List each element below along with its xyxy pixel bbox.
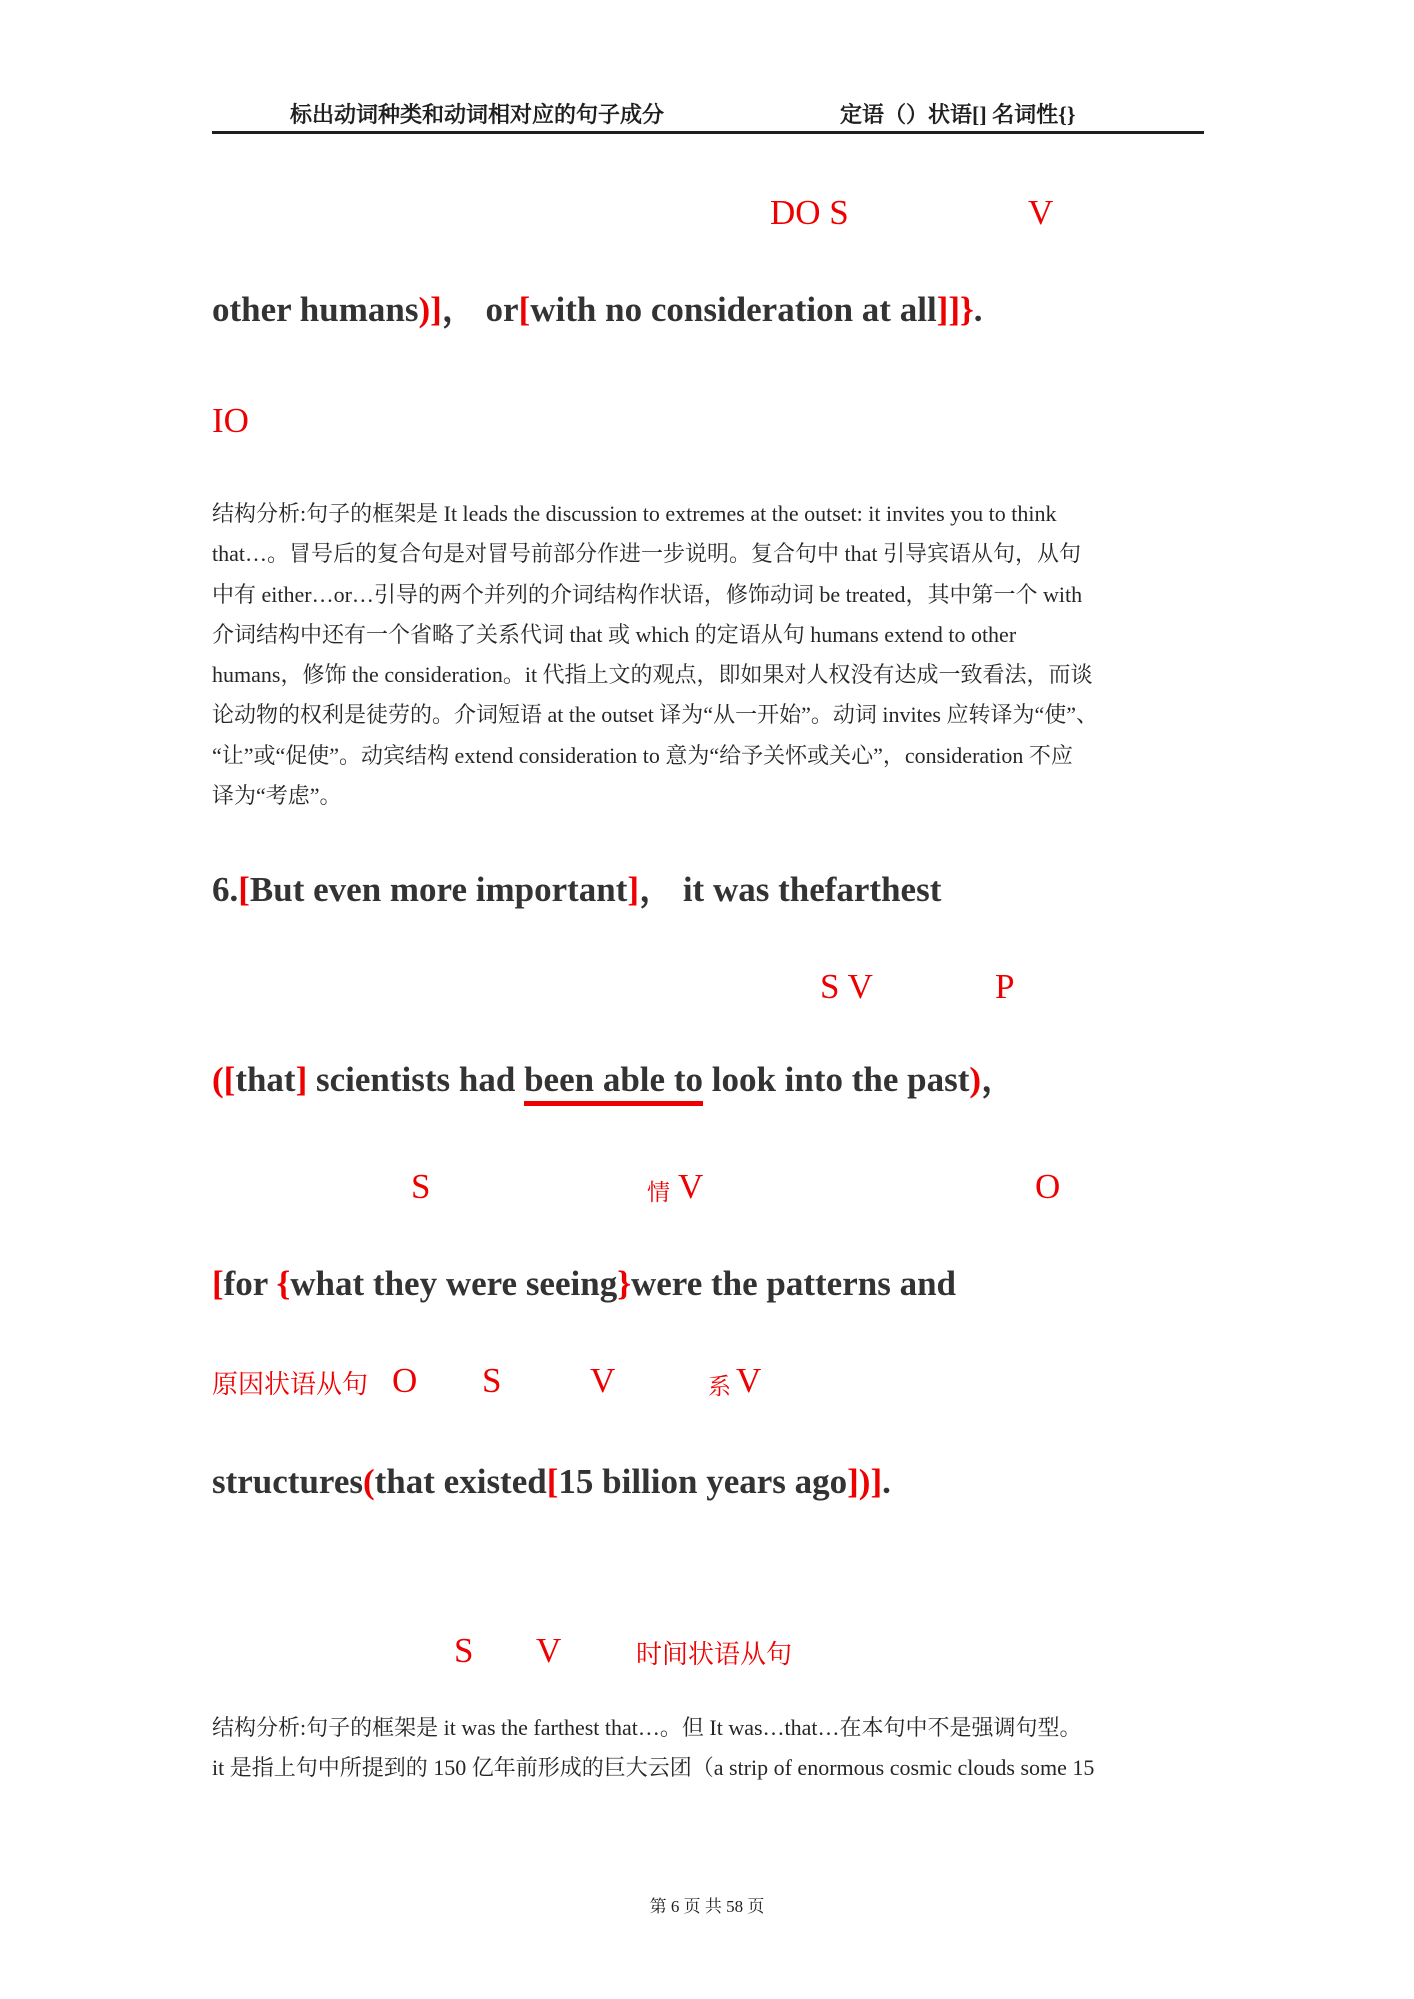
text-segment: that existed	[374, 1462, 547, 1501]
annotation-row-1	[212, 184, 1312, 230]
text-segment: ， it was thefarthest	[639, 870, 942, 909]
analysis-line: 结构分析:句子的框架是 It leads the discussion to extremes at the outset: it invites you to think	[212, 501, 1057, 526]
main-sentence-3	[212, 1260, 1312, 1308]
analysis-line: 论动物的权利是徒劳的。介词短语 at the outset 译为“从一开始”。动词 invites 应转译为“使”、	[212, 702, 1099, 728]
annotation-time-adverbial-clause: 时间状语从句	[636, 1640, 793, 1669]
annotation-row-4	[212, 1352, 1312, 1398]
analysis-paragraph-2	[212, 1708, 1207, 1789]
annotation-row-3	[212, 1158, 1312, 1204]
analysis-line: it 是指上句中所提到的 150 亿年前形成的巨大云团（a strip of enormous cosmic clouds some 15	[212, 1755, 1095, 1781]
analysis-paragraph-1	[212, 494, 1207, 816]
text-segment: ([	[212, 1060, 236, 1099]
annotation-xi: 系	[708, 1374, 731, 1399]
text-segment: ，	[981, 1060, 1017, 1099]
text-segment: ]]}	[936, 290, 974, 329]
text-segment: been able to	[524, 1060, 703, 1106]
analysis-line: 介词结构中还有一个省略了关系代词 that 或 which 的定语从句 humans extend to other	[212, 621, 1017, 647]
text-segment: [	[546, 1462, 559, 1501]
main-sentence-4	[212, 1458, 1312, 1506]
text-segment: [	[518, 290, 531, 329]
page-number: 第 6 页 共 58 页	[649, 1897, 765, 1916]
text-segment: )]	[418, 290, 442, 329]
text-segment: [	[238, 870, 250, 909]
header-legend: 定语（）状语[] 名词性{}	[840, 102, 1076, 127]
analysis-line: humans，修饰 the consideration。it 代指上文的观点，即如果对人权没有达成一致看法，而谈	[212, 662, 1093, 688]
annotation-s: S	[482, 1361, 502, 1400]
text-segment: structures	[212, 1462, 363, 1501]
text-segment: {	[276, 1264, 291, 1303]
text-segment: [	[212, 1264, 224, 1303]
text-segment: were the patterns and	[631, 1264, 957, 1303]
annotation-v: V	[1028, 193, 1054, 232]
main-sentence-2	[212, 1056, 1312, 1104]
text-segment: with no consideration at all	[530, 290, 937, 329]
annotation-o: O	[1035, 1167, 1061, 1206]
text-segment: (	[363, 1462, 375, 1501]
analysis-line: that…。冒号后的复合句是对冒号前部分作进一步说明。复合句中 that 引导宾语从句，从句	[212, 541, 1081, 567]
text-segment: .	[973, 290, 983, 329]
text-segment: other humans	[212, 290, 419, 329]
analysis-line: 译为“考虑”。	[212, 783, 342, 809]
text-segment: what they were seeing	[290, 1264, 618, 1303]
annotation-row-2	[212, 958, 1312, 1004]
text-segment: }	[617, 1264, 631, 1303]
text-segment: that	[235, 1060, 296, 1099]
annotation-p: P	[995, 967, 1015, 1006]
analysis-line: 中有 either…or…引导的两个并列的介词结构作状语，修饰动词 be treated，其中第一个 with	[212, 581, 1083, 607]
text-segment: ， or	[441, 290, 519, 329]
text-segment: )	[969, 1060, 982, 1099]
annotation-qing: 情	[647, 1180, 670, 1205]
item-6-heading	[212, 866, 1312, 914]
analysis-line: 结构分析:句子的框架是 it was the farthest that…。但 It was…that…在本句中不是强调句型。	[212, 1715, 1082, 1740]
text-segment: 15 billion years ago	[558, 1462, 848, 1501]
annotation-row-5	[212, 1622, 1312, 1668]
annotation-v2: V	[736, 1361, 762, 1400]
analysis-line: “让”或“促使”。动宾结构 extend consideration to 意为“给予关怀或关心”，consideration 不应	[212, 742, 1073, 768]
text-segment: look into the past	[702, 1060, 970, 1099]
annotation-reason-adverbial-clause: 原因状语从句	[212, 1370, 369, 1399]
annotation-io: IO	[212, 401, 249, 440]
header-left-title: 标出动词种类和动词相对应的句子成分	[290, 102, 665, 127]
annotation-o: O	[392, 1361, 418, 1400]
text-segment: ])]	[847, 1462, 883, 1501]
annotation-v: V	[678, 1167, 704, 1206]
text-segment: 6.	[212, 870, 239, 909]
main-sentence-1	[212, 286, 1312, 334]
annotation-do-s: DO S	[770, 193, 849, 232]
annotation-v: V	[590, 1361, 616, 1400]
text-segment: But even more important	[249, 870, 628, 909]
annotation-s: S	[454, 1631, 474, 1670]
annotation-v: V	[536, 1631, 562, 1670]
text-segment: for	[223, 1264, 277, 1303]
text-segment: ]	[295, 1060, 308, 1099]
annotation-s: S	[411, 1167, 431, 1206]
header-rule	[212, 131, 1204, 134]
text-segment: .	[882, 1462, 891, 1501]
text-segment: ]	[627, 870, 640, 909]
text-segment: scientists had	[307, 1060, 525, 1099]
annotation-s-v: S V	[820, 967, 873, 1006]
